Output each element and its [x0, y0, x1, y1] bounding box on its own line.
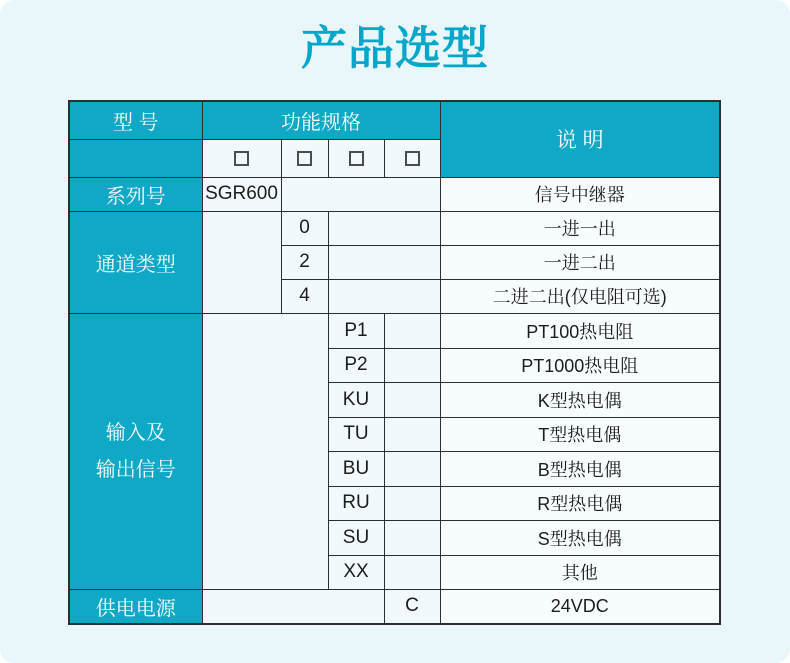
- page-title: 产品选型: [301, 22, 489, 74]
- power-code: C: [384, 589, 440, 624]
- io-desc-ku: K型热电偶: [440, 382, 720, 417]
- empty-cell: [328, 245, 440, 279]
- power-desc: 24VDC: [440, 589, 720, 624]
- io-code-bu: BU: [328, 451, 384, 486]
- empty-cell: [384, 382, 440, 417]
- header-model: 型 号: [69, 101, 202, 139]
- io-desc-p2: PT1000热电阻: [440, 348, 720, 382]
- channel-code-2: 2: [281, 245, 328, 279]
- io-code-p1: P1: [328, 313, 384, 348]
- io-desc-bu: B型热电偶: [440, 451, 720, 486]
- row-label-io: [69, 313, 202, 589]
- io-label-line2: 输出信号: [95, 458, 176, 481]
- empty-cell: [202, 589, 384, 624]
- checkbox-cell-3[interactable]: [328, 139, 384, 177]
- header-spec: 功能规格: [202, 101, 440, 139]
- io-code-xx: XX: [328, 555, 384, 589]
- product-selection-table: [68, 100, 721, 625]
- empty-cell: [384, 555, 440, 589]
- empty-cell: [384, 451, 440, 486]
- io-code-su: SU: [328, 520, 384, 555]
- empty-header-cell: [69, 139, 202, 177]
- io-desc-p1: PT100热电阻: [440, 313, 720, 348]
- empty-cell: [384, 417, 440, 451]
- io-code-ku: KU: [328, 382, 384, 417]
- checkbox-icon[interactable]: [297, 151, 312, 166]
- io-desc-ru: R型热电偶: [440, 486, 720, 520]
- checkbox-icon[interactable]: [349, 151, 364, 166]
- empty-cell: [384, 486, 440, 520]
- channel-code-0: 0: [281, 211, 328, 245]
- io-desc-tu: T型热电偶: [440, 417, 720, 451]
- channel-desc-0: 一进一出: [440, 211, 720, 245]
- row-label-series: 系列号: [69, 177, 202, 211]
- channel-desc-2: 一进二出: [440, 245, 720, 279]
- empty-cell: [202, 313, 328, 589]
- empty-cell: [328, 211, 440, 245]
- checkbox-cell-1[interactable]: [202, 139, 281, 177]
- io-code-p2: P2: [328, 348, 384, 382]
- empty-cell: [384, 348, 440, 382]
- checkbox-cell-2[interactable]: [281, 139, 328, 177]
- io-desc-su: S型热电偶: [440, 520, 720, 555]
- row-label-power: 供电电源: [69, 589, 202, 624]
- io-desc-xx: 其他: [440, 555, 720, 589]
- checkbox-cell-4[interactable]: [384, 139, 440, 177]
- row-label-channel: 通道类型: [69, 211, 202, 313]
- empty-cell: [202, 211, 281, 313]
- io-code-ru: RU: [328, 486, 384, 520]
- io-code-tu: TU: [328, 417, 384, 451]
- header-desc: 说 明: [440, 101, 720, 177]
- empty-cell: [281, 177, 440, 211]
- channel-code-4: 4: [281, 279, 328, 313]
- empty-cell: [328, 279, 440, 313]
- checkbox-icon[interactable]: [405, 151, 420, 166]
- series-desc: 信号中继器: [440, 177, 720, 211]
- checkbox-icon[interactable]: [234, 151, 249, 166]
- channel-desc-4: 二进二出(仅电阻可选): [440, 279, 720, 313]
- empty-cell: [384, 313, 440, 348]
- empty-cell: [384, 520, 440, 555]
- io-label-line1: 输入及: [105, 421, 166, 444]
- series-code: SGR600: [202, 177, 281, 211]
